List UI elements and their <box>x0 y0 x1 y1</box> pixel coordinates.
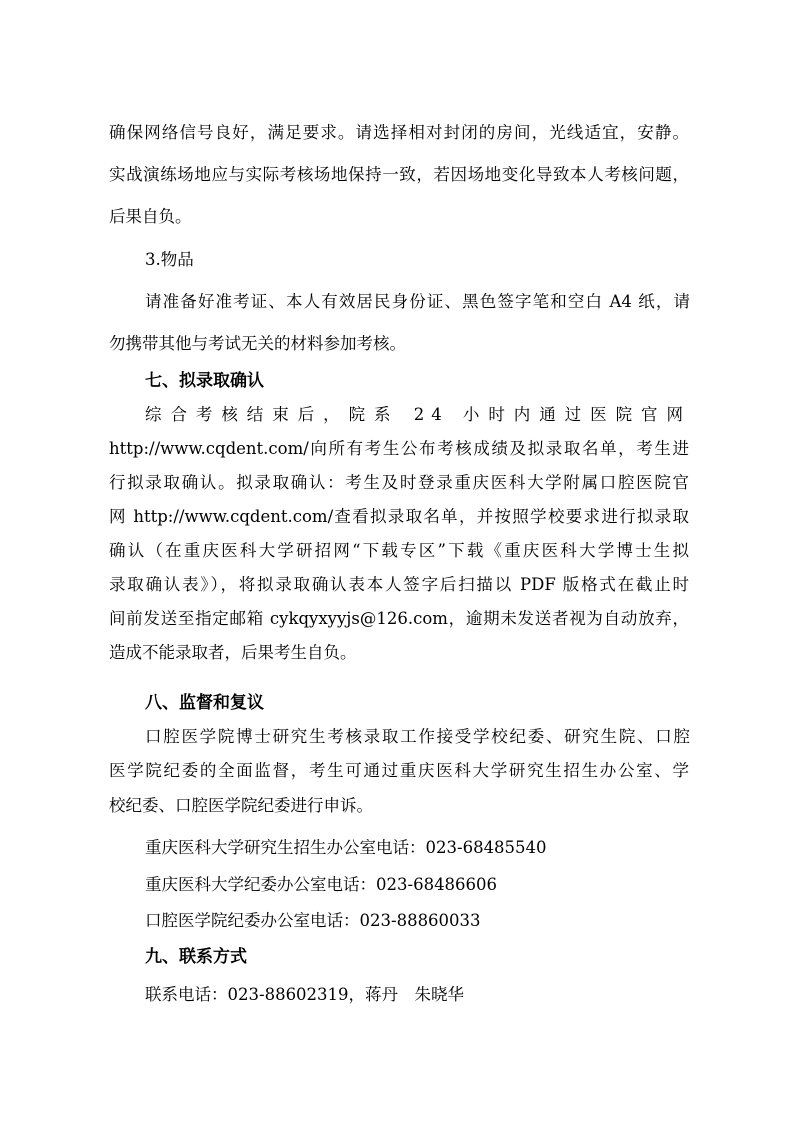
subsection-label: 3.物品 <box>145 250 194 269</box>
text-line: 综合考核结束后，院系 24 小时内通过医院官网 <box>145 405 690 424</box>
text-line: 网 http://www.cqdent.com/查看拟录取名单，并按照学校要求进行拟录取 <box>109 507 689 526</box>
text-line: 造成不能录取者，后果考生自负。 <box>109 643 357 662</box>
text-line: 医学院纪委的全面监督，考生可通过重庆医科大学研究生招生办公室、学 <box>109 761 689 780</box>
text-line: 确认（在重庆医科大学研招网“下载专区”下载《重庆医科大学博士生拟 <box>109 541 689 560</box>
text-line: 请准备好准考证、本人有效居民身份证、黑色签字笔和空白 A4 纸，请 <box>145 292 690 311</box>
text-line: 录取确认表》），将拟录取确认表本人签字后扫描以 PDF 版格式在截止时 <box>109 575 689 594</box>
text-line: 行拟录取确认。拟录取确认：考生及时登录重庆医科大学附属口腔医院官 <box>109 473 689 492</box>
contact-phone-line: 口腔医学院纪委办公室电话：023-88860033 <box>145 911 481 930</box>
contact-line: 联系电话：023-88602319，蒋丹 朱晓华 <box>145 985 465 1004</box>
text-line: 间前发送至指定邮箱 cykqyxyyjs@126.com，逾期未发送者视为自动放弃， <box>109 609 689 628</box>
contact-phone-line: 重庆医科大学研究生招生办公室电话：023-68485540 <box>145 838 547 857</box>
text-line: 校纪委、口腔医学院纪委进行申诉。 <box>109 796 373 815</box>
text-line: 口腔医学院博士研究生考核录取工作接受学校纪委、研究生院、口腔 <box>145 727 690 746</box>
contact-phone-line: 重庆医科大学纪委办公室电话：023-68486606 <box>145 875 498 894</box>
section-heading: 八、监督和复议 <box>145 693 264 713</box>
text-line: 勿携带其他与考试无关的材料参加考核。 <box>109 334 406 353</box>
section-heading: 九、联系方式 <box>145 947 247 967</box>
section-heading: 七、拟录取确认 <box>145 371 264 391</box>
text-line: 后果自负。 <box>109 207 192 226</box>
text-line: 确保网络信号良好，满足要求。请选择相对封闭的房间，光线适宜，安静。 <box>109 123 689 142</box>
text-line: http://www.cqdent.com/向所有考生公布考核成绩及拟录取名单，考生进 <box>109 439 689 458</box>
text-line: 实战演练场地应与实际考核场地保持一致，若因场地变化导致本人考核问题， <box>109 165 689 184</box>
